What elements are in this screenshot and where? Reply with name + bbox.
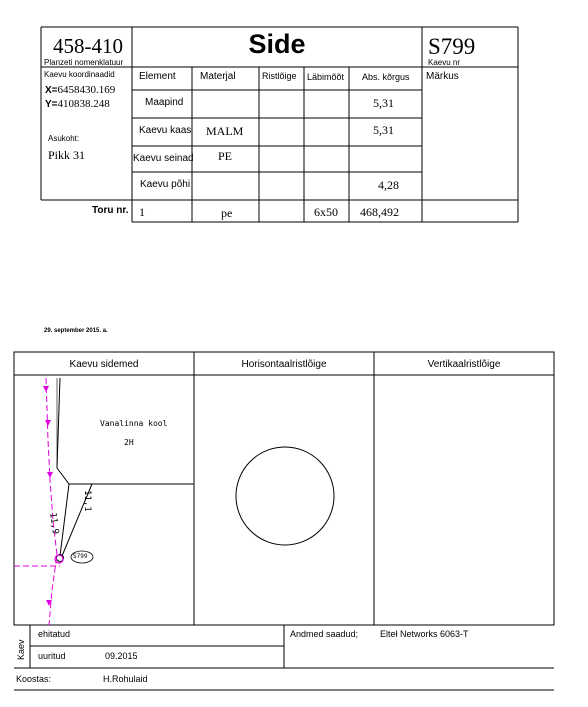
pipe-abs-height: 468,492	[360, 205, 399, 219]
data-from-value: Elteł Networks 6063-T	[380, 629, 469, 639]
pipe-number: 1	[139, 205, 145, 219]
col-header-abs-height: Abs. kõrgus	[362, 72, 410, 82]
status-surveyed: uuritud	[38, 651, 66, 661]
col-header-cross-section: Ristlõige	[262, 71, 297, 81]
row-element: Maapind	[145, 97, 184, 108]
author-label: Koostas:	[16, 674, 52, 684]
pipe-material: pe	[221, 206, 233, 220]
status-built: ehitatud	[38, 629, 71, 639]
building-floors: 2H	[124, 438, 134, 447]
col-header-material: Materjal	[200, 71, 236, 82]
row-material: PE	[218, 149, 233, 163]
building-name: Vanalinna kool	[100, 419, 168, 428]
col-header-diameter: Läbimõõt	[307, 72, 345, 82]
row-abs-height: 4,28	[378, 178, 399, 192]
row-element: Kaevu kaas	[139, 125, 192, 136]
location-label: Asukoht:	[48, 134, 80, 143]
pipe-line	[14, 378, 60, 625]
connections-title: Kaevu sidemed	[69, 359, 139, 370]
row-abs-height: 5,31	[373, 123, 394, 137]
row-element: Kaevu seinad	[133, 153, 194, 164]
flow-arrow-2	[45, 420, 51, 426]
horizontal-section-title: Horisontaalristlõige	[241, 359, 327, 370]
well-number: S799	[428, 34, 476, 59]
x-coordinate: X=6458430.169	[45, 84, 116, 96]
col-header-element: Element	[139, 71, 176, 82]
row-element: Kaevu põhi	[140, 179, 191, 190]
page-title: Side	[248, 29, 306, 59]
pipe-label: Toru nr.	[92, 205, 129, 216]
row-material: MALM	[206, 124, 244, 138]
nomenclature-code: 458-410	[53, 34, 123, 58]
survey-date: 09.2015	[105, 651, 138, 661]
horizontal-section-circle	[236, 447, 334, 545]
well-number-label: Kaevu nr	[428, 58, 461, 67]
vertical-section-title: Vertikaalristlõige	[427, 359, 501, 370]
remarks-label: Märkus	[426, 71, 459, 82]
flow-arrow-1	[43, 386, 49, 392]
y-coordinate: Y=410838.248	[45, 98, 110, 110]
data-from-label: Andmed saadud;	[290, 629, 359, 639]
dimension-b: 11,1	[82, 490, 92, 512]
nomenclature-label: Planzeti nomenklatuur	[44, 58, 124, 67]
footer-side-label: Kaev	[16, 639, 26, 660]
well-tag: S799	[73, 553, 88, 560]
dimension-a: 11,9	[47, 512, 61, 535]
site-sketch	[57, 378, 195, 562]
author-value: H.Rohulaid	[103, 674, 148, 684]
flow-arrow-3	[47, 472, 53, 478]
location-value: Pikk 31	[48, 148, 86, 162]
document-date: 29. september 2015. a.	[44, 328, 108, 334]
pipe-diameter: 6x50	[314, 205, 338, 219]
row-abs-height: 5,31	[373, 96, 394, 110]
coords-label: Kaevu koordinaadid	[44, 70, 115, 79]
